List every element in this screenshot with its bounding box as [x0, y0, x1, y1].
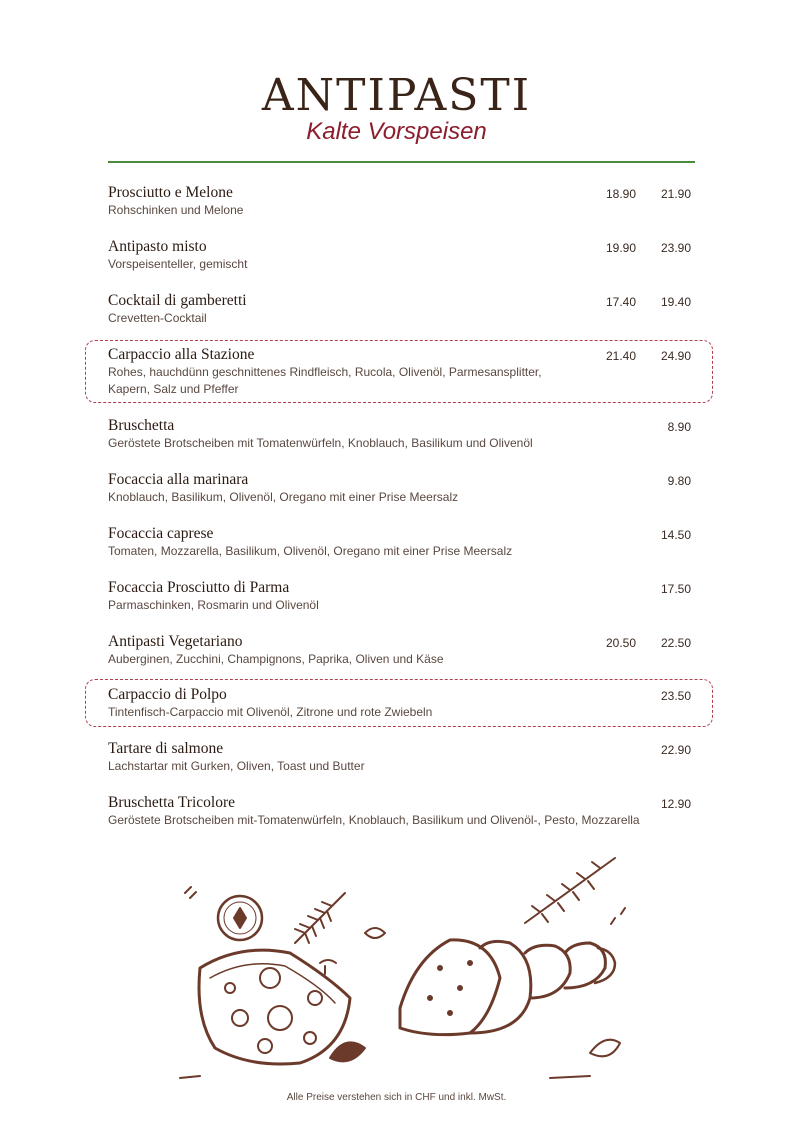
menu-item-description: Parmaschinken, Rosmarin und Olivenöl	[108, 598, 319, 612]
menu-item-price-large: 24.90	[660, 349, 691, 363]
menu-item-description: Auberginen, Zucchini, Champignons, Paprika, Oliven und Käse	[108, 652, 444, 666]
menu-item	[108, 184, 698, 219]
menu-item-price-small: 18.90	[605, 187, 636, 201]
menu-item-price-small: 19.90	[605, 241, 636, 255]
menu-item-name: Tartare di salmone	[108, 740, 224, 757]
menu-item-price-large: 22.90	[660, 743, 691, 757]
menu-item-price-large: 12.90	[660, 797, 691, 811]
menu-item-description: Rohschinken und Melone	[108, 203, 244, 217]
page-title: ANTIPASTI	[261, 70, 532, 121]
menu-item	[108, 740, 698, 775]
menu-item-name: Bruschetta	[108, 417, 175, 434]
menu-item-name: Cocktail di gamberetti	[108, 292, 247, 309]
menu-item-price-large: 23.90	[660, 241, 691, 255]
menu-item-name: Antipasti Vegetariano	[108, 633, 243, 650]
menu-item-description: Vorspeisenteller, gemischt	[108, 257, 248, 271]
menu-item	[108, 238, 698, 273]
menu-item-name: Carpaccio di Polpo	[108, 686, 227, 703]
menu-item-name: Prosciutto e Melone	[108, 184, 233, 201]
page-subtitle: Kalte Vorspeisen	[306, 118, 487, 145]
menu-item-price-large: 19.40	[660, 295, 691, 309]
menu-item-name: Focaccia Prosciutto di Parma	[108, 579, 290, 596]
menu-item	[108, 686, 698, 721]
menu-item	[108, 794, 698, 829]
menu-item-name: Focaccia alla marinara	[108, 471, 249, 488]
price-note: Alle Preise verstehen sich in CHF und inkl. MwSt.	[286, 1092, 507, 1103]
menu-item-price-large: 21.90	[660, 187, 691, 201]
menu-item	[108, 417, 698, 452]
antipasti-illustration-icon	[170, 848, 630, 1083]
menu-item-description: Lachstartar mit Gurken, Oliven, Toast und Butter	[108, 759, 365, 773]
menu-item-description: Crevetten-Cocktail	[108, 311, 207, 325]
menu-item-description: Tintenfisch-Carpaccio mit Olivenöl, Zitrone und rote Zwiebeln	[108, 705, 433, 719]
menu-item-price-small: 17.40	[605, 295, 636, 309]
menu-item	[108, 292, 698, 327]
menu-item-price-small: 21.40	[605, 349, 636, 363]
menu-item-price-large: 23.50	[660, 689, 691, 703]
menu-item-description: Geröstete Brotscheiben mit Tomatenwürfeln, Knoblauch, Basilikum und Olivenöl	[108, 436, 533, 450]
menu-item-name: Carpaccio alla Stazione	[108, 346, 255, 363]
menu-item-description: Rohes, hauchdünn geschnittenes Rindfleisch, Rucola, Olivenöl, Parmesansplitter, Kapern, Salz und Pfeffer	[108, 365, 542, 396]
menu-item-price-large: 22.50	[660, 636, 691, 650]
menu-item	[108, 525, 698, 560]
menu-item-description: Knoblauch, Basilikum, Olivenöl, Oregano mit einer Prise Meersalz	[108, 490, 459, 504]
menu-item-price-small: 20.50	[605, 636, 636, 650]
menu-item	[108, 471, 698, 506]
menu-item	[108, 633, 698, 668]
menu-item-description: Geröstete Brotscheiben mit-Tomatenwürfeln, Knoblauch, Basilikum und Olivenöl-, Pesto, Mozzarella	[108, 813, 640, 827]
menu-item	[108, 346, 698, 398]
menu-item-name: Antipasto misto	[108, 238, 207, 255]
menu-item-price-large: 14.50	[660, 528, 691, 542]
menu-item-price-large: 17.50	[660, 582, 691, 596]
menu-item-name: Focaccia caprese	[108, 525, 214, 542]
menu-item	[108, 579, 698, 614]
menu-item-name: Bruschetta Tricolore	[108, 794, 235, 811]
menu-item-price-large: 8.90	[667, 420, 691, 434]
menu-item-price-large: 9.80	[667, 474, 691, 488]
menu-item-description: Tomaten, Mozzarella, Basilikum, Olivenöl, Oregano mit einer Prise Meersalz	[108, 544, 513, 558]
title-divider	[108, 161, 695, 163]
